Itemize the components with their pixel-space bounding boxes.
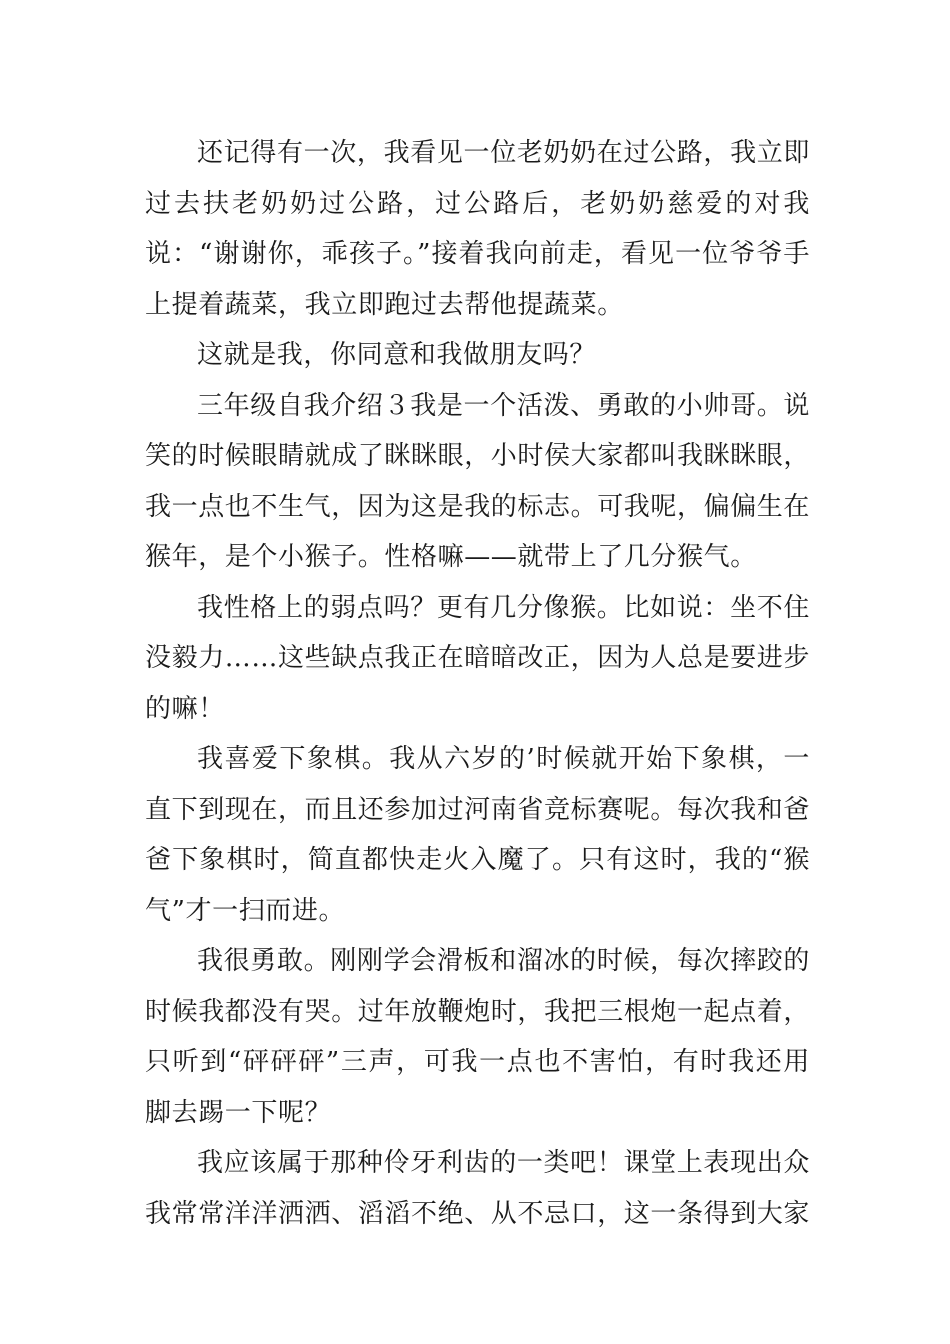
- paragraph: 我喜爱下象棋。我从六岁的’时候就开始下象棋，一直下到现在，而且还参加过河南省竞标赛呢。每次我和爸爸下象棋时，简直都快走火入魔了。只有这时，我的“猴气”才一扫而进。: [145, 744, 811, 926]
- document-body: [145, 128, 810, 1239]
- paragraph: 还记得有一次，我看见一位老奶奶在过公路，我立即过去扶老奶奶过公路，过公路后，老奶奶慈爱的对我说：“谢谢你，乖孩子。”接着我向前走，看见一位爷爷手上提着蔬菜，我立即跑过去帮他提蔬菜。: [145, 138, 810, 320]
- paragraph: 我应该属于那种伶牙利齿的一类吧！课堂上表现出众我常常洋洋洒洒、滔滔不绝、从不忌口，这一条得到大家: [145, 1148, 811, 1229]
- paragraph: 我很勇敢。刚刚学会滑板和溜冰的时候，每次摔跤的时候我都没有哭。过年放鞭炮时，我把三根炮一起点着，只听到“砰砰砰”三声，可我一点也不害怕，有时我还用脚去踢一下呢？: [145, 946, 811, 1128]
- paragraph: 这就是我，你同意和我做朋友吗？: [197, 340, 597, 370]
- paragraph: 我性格上的弱点吗？更有几分像猴。比如说：坐不住没毅力……这些缺点我正在暗暗改正，因为人总是要进步的嘛！: [145, 592, 811, 724]
- paragraph: 三年级自我介绍３我是一个活泼、勇敢的小帅哥。说笑的时候眼睛就成了眯眯眼，小时侯大家都叫我眯眯眼，我一点也不生气，因为这是我的标志。可我呢，偏偏生在猴年，是个小猴子。性格嘛——就带上了几分猴气。: [145, 390, 811, 572]
